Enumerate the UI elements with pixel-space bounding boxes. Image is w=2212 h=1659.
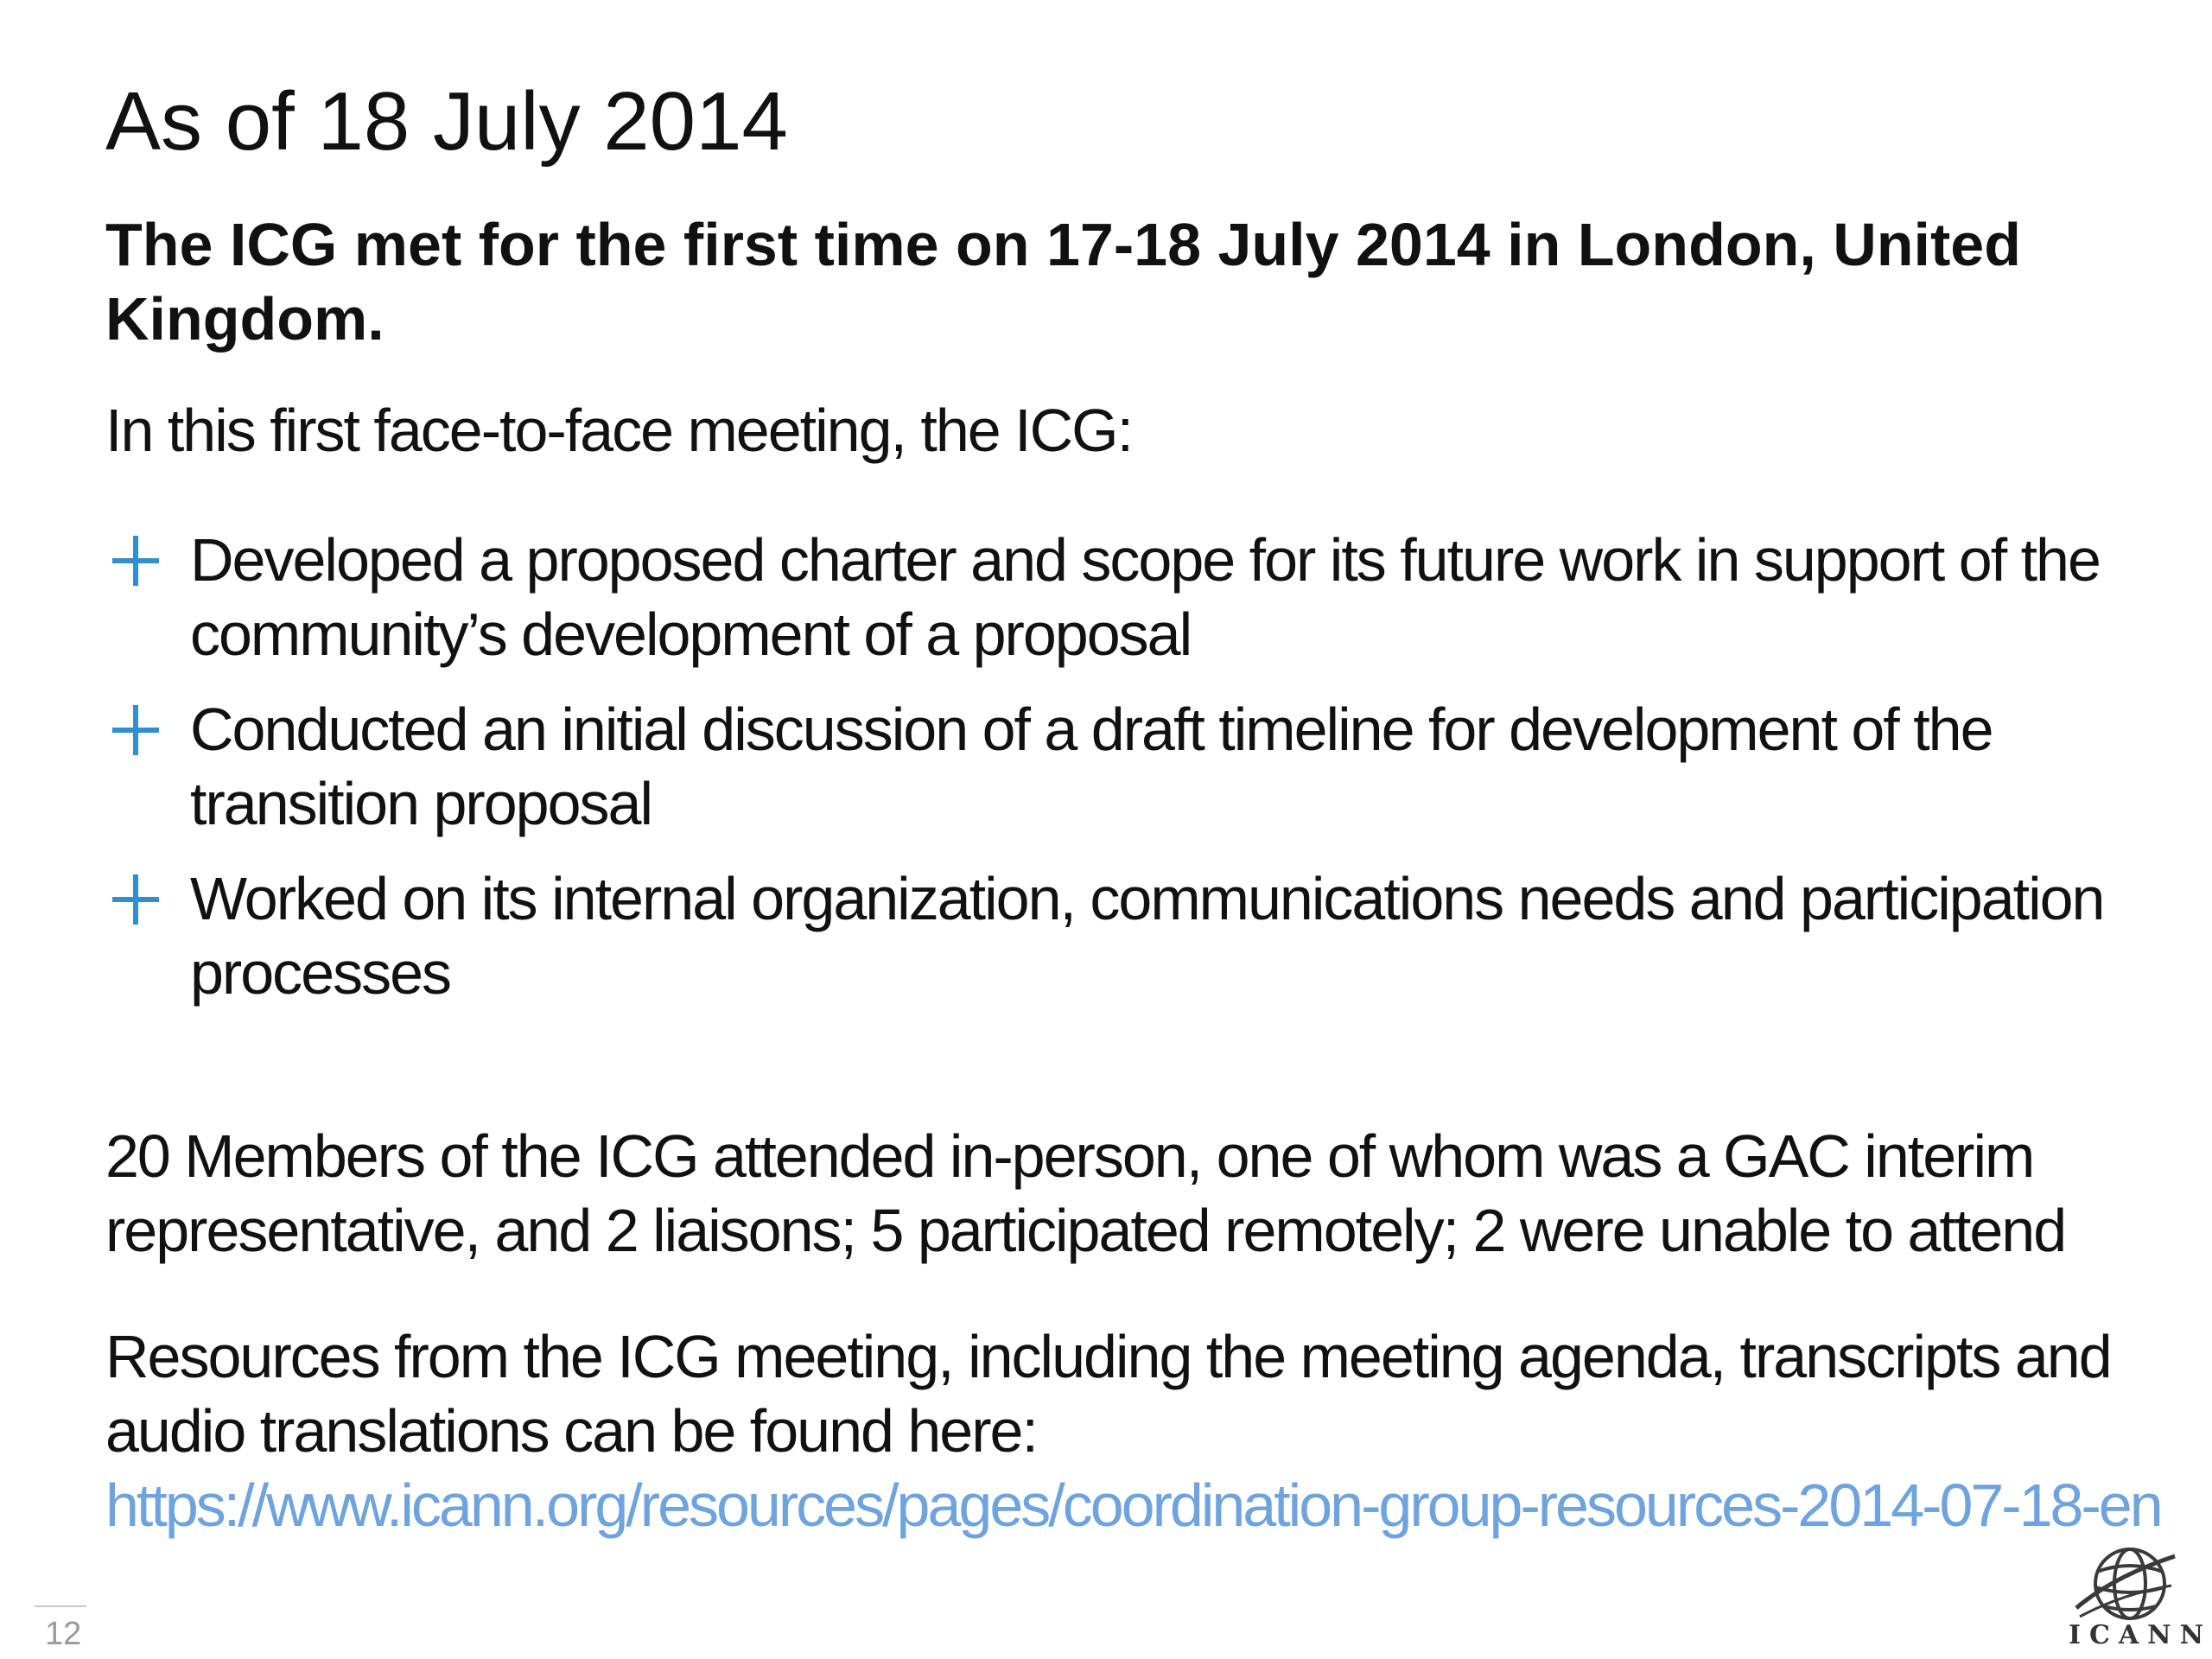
resources-text: Resources from the ICG meeting, including the meeting agenda, transcripts and audio translations can be found here:: [105, 1323, 2111, 1465]
slide-title: As of 18 July 2014: [105, 75, 788, 168]
intro-text: In this first face-to-face meeting, the ICG:: [105, 397, 1133, 464]
page-number: 12: [45, 1616, 82, 1652]
bullet-list: [105, 523, 2162, 1031]
bullet-text: Worked on its internal organization, communications needs and participation processes: [190, 865, 2104, 1007]
footer-divider: [35, 1605, 86, 1607]
bullet-text: Conducted an initial discussion of a draft timeline for development of the transition proposal: [190, 696, 1993, 837]
plus-icon: [112, 861, 161, 936]
logo-text: ICANN: [2069, 1620, 2212, 1650]
resources-link[interactable]: https://www.icann.org/resources/pages/coordination-group-resources-2014-07-18-en: [105, 1471, 2161, 1539]
resources-block: [105, 1319, 2179, 1542]
plus-icon: [112, 692, 161, 766]
plus-icon: [112, 523, 161, 597]
slide-subtitle: The ICG met for the first time on 17-18 July 2014 in London, United Kingdom.: [105, 211, 2021, 353]
bullet-item: [105, 523, 2162, 671]
bullet-item: [105, 861, 2162, 1010]
bullet-item: [105, 692, 2162, 841]
bullet-text: Developed a proposed charter and scope for its future work in support of the community’s development of a proposal: [190, 526, 2100, 668]
members-text: 20 Members of the ICG attended in-person, one of whom was a GAC interim representative, and 2 liaisons; 5 participated remotely; 2 were unable to attend: [105, 1122, 2066, 1264]
